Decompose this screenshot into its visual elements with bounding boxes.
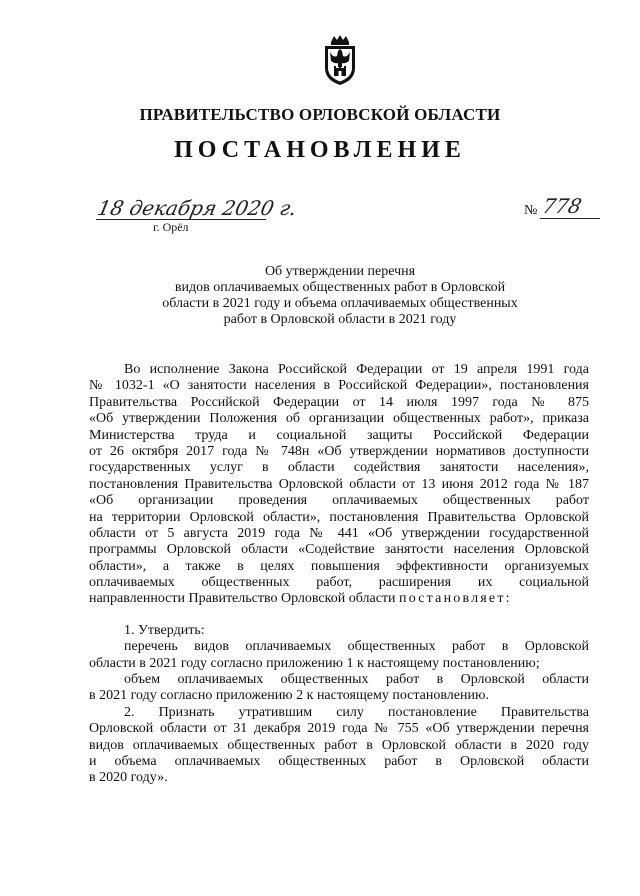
- item-1-title: 1. Утвердить:: [124, 622, 205, 638]
- preamble-line: «Об организации проведения оплачиваемых общественных работ: [89, 493, 589, 509]
- item-2-text-line: в 2020 году».: [89, 770, 168, 786]
- subject-line: области в 2021 году и объема оплачиваемых общественных: [162, 296, 518, 311]
- handwritten-date: 18 декабря 2020 г.: [95, 196, 300, 220]
- item-1-text-line: перечень видов оплачиваемых общественных работ в Орловской: [124, 639, 589, 655]
- preamble-line: области от 5 августа 2019 года № 441 «Об утверждении государственной: [89, 525, 589, 541]
- preamble-line: государственных услуг в области содействия занятости населения»,: [89, 460, 589, 476]
- handwritten-number: 778: [540, 194, 584, 218]
- preamble-line: постановления Правительства Орловской области от 13 июня 2012 года № 187: [89, 476, 589, 492]
- number-sign: №: [524, 203, 538, 218]
- item-2-text-line: 2. Признать утратившим силу постановление Правительства: [124, 704, 589, 720]
- item-1-text-line: области в 2021 году согласно приложению 1 к настоящему постановлению;: [89, 655, 540, 671]
- preamble-last-line: [89, 591, 589, 607]
- preamble-line: Министерства труда и социальной защиты Российской Федерации: [89, 427, 589, 443]
- document-type-title: ПОСТАНОВЛЕНИЕ: [174, 137, 466, 163]
- document-body: [89, 362, 589, 787]
- preamble-line: Во исполнение Закона Российской Федерации от 19 апреля 1991 года: [124, 362, 589, 377]
- preamble-line: Правительства Российской Федерации от 14 июля 1997 года № 875: [89, 394, 589, 410]
- item-1-text-line: в 2021 году согласно приложению 2 к настоящему постановлению.: [89, 688, 489, 704]
- preamble-last-text: направленности Правительство Орловской области: [89, 591, 396, 607]
- city-label: г. Орёл: [153, 220, 189, 234]
- item-2-text-line: Орловской области от 31 декабря 2019 года № 755 «Об утверждении перечня: [89, 721, 589, 737]
- subject-line: видов оплачиваемых общественных работ в Орловской: [174, 280, 506, 295]
- number-underline: [540, 218, 600, 219]
- item-2-text-line: видов оплачиваемых общественных работ в Орловской области в 2020 году: [89, 737, 589, 753]
- orel-coat-of-arms-icon: [321, 34, 359, 86]
- item-2-text-line: и объема оплачиваемых общественных работ в Орловской области: [89, 753, 589, 769]
- preamble-line: «Об утверждении Положения об организации общественных работ», приказа: [89, 411, 589, 427]
- subject-line: работ в Орловской области в 2021 году: [223, 312, 457, 327]
- preamble-line: области», а также в целях повышения эффективности организуемых: [89, 558, 589, 574]
- government-title: ПРАВИТЕЛЬСТВО ОРЛОВСКОЙ ОБЛАСТИ: [139, 105, 501, 124]
- preamble-line: на территории Орловской области», постановления Правительства Орловской: [89, 509, 589, 525]
- resolution-verb: постановляет:: [399, 591, 512, 607]
- preamble-line: оплачиваемых общественных работ, расширения их социальной: [89, 575, 589, 591]
- subject-line: Об утверждении перечня: [264, 264, 416, 279]
- preamble-line: программы Орловской области «Содействие занятости населения Орловской: [89, 542, 589, 558]
- preamble-line: от 26 октября 2017 года № 748н «Об утверждении нормативов доступности: [89, 443, 589, 459]
- preamble-line: № 1032-1 «О занятости населения в Российской Федерации», постановления: [89, 378, 589, 394]
- item-1-text-line: объем оплачиваемых общественных работ в Орловской области: [124, 672, 589, 688]
- document-subject: [130, 264, 550, 328]
